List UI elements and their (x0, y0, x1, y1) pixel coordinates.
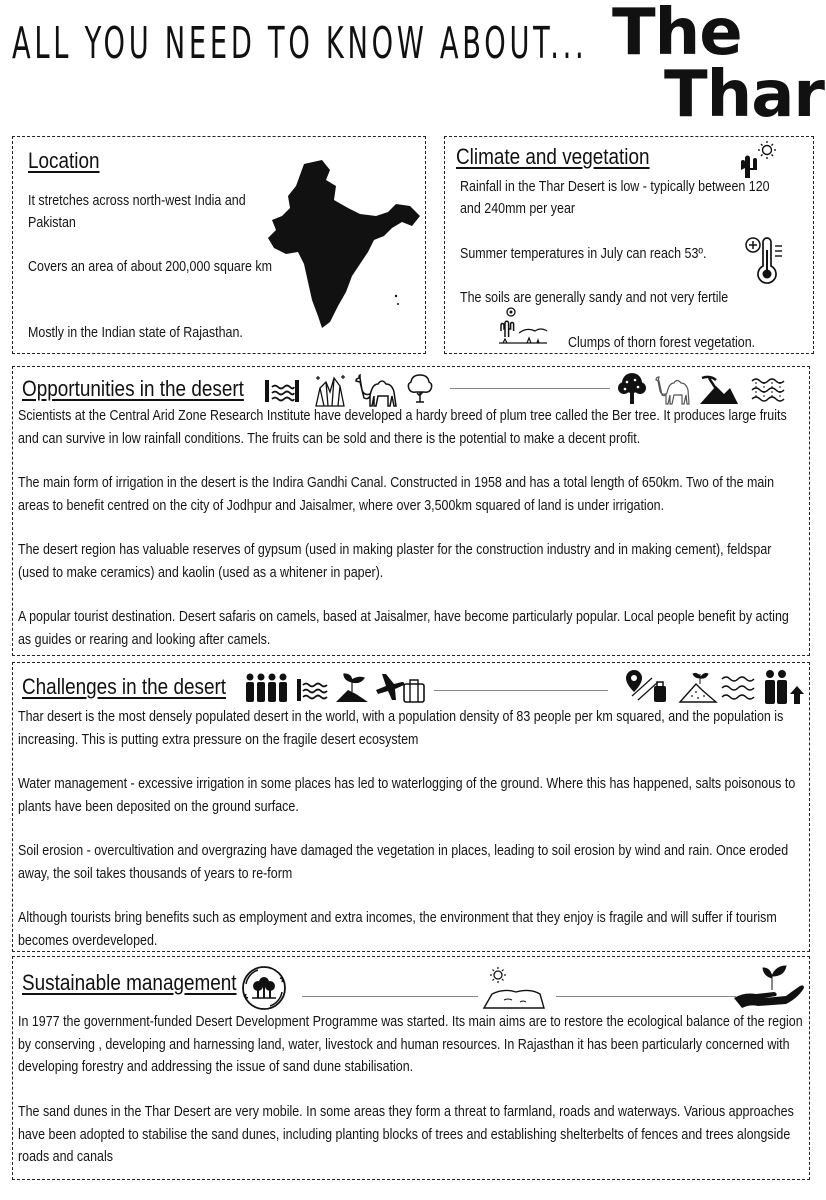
tree-icon (406, 372, 434, 404)
hand-plant-icon (732, 962, 804, 1008)
climate-heading: Climate and vegetation (456, 144, 650, 169)
challenges-divider (434, 690, 608, 691)
challenges-paragraph-1: Thar desert is the most densely populated desert in the world, with a population density of 83 people per km squared, and the population is increasing. This is putting extra pressure on the fragile desert ecosystem (18, 709, 784, 748)
page-title-thar: Thar (664, 58, 824, 132)
desert-vegetation-icon (497, 305, 549, 349)
tree-filled-icon (616, 372, 648, 406)
mining-icon (698, 374, 740, 406)
camel-outline-icon (654, 372, 694, 406)
challenges-paragraph-2: Water management - excessive irrigation in some places has led to waterlogging of the ground. Where this has happened, salts poisonous to plants have been deposited on the ground surface. (18, 776, 796, 815)
challenges-paragraph-4: Although tourists bring benefits such as employment and extra incomes, the environment that they enjoy is fragile and will suffer if tourism becomes overdeveloped. (18, 910, 777, 949)
opportunities-divider (450, 388, 610, 389)
sustainable-paragraph-1: In 1977 the government-funded Desert Development Programme was started. Its main aims are to restore the ecological balance of the region by conserving , developing and harnessing land, water, livestock and human resources. In Rajasthan it has been particularly concerned with developing forestry and addressing the issue of sand dune stabilisation. (18, 1014, 803, 1075)
seedling-icon (334, 670, 370, 704)
population-icon (244, 672, 288, 704)
tourism-icon (374, 672, 426, 704)
thermometer-icon (744, 236, 786, 286)
challenges-paragraph-3: Soil erosion - overcultivation and overgrazing have damaged the vegetation in places, leading to soil erosion by wind and rain. Once eroded away, the soil takes thousands of years to re-form (18, 843, 789, 882)
opportunities-paragraph-1: Scientists at the Central Arid Zone Research Institute have developed a hardy breed of plum tree called the Ber tree. It produces large fruits and can survive in low rainfall conditions. The fruits can be sold and there is the potential to make a decent profit. (18, 408, 787, 447)
sustainable-trees-icon (240, 964, 288, 1012)
page-title-the: The (612, 0, 742, 70)
canal-icon (264, 378, 300, 404)
sustainable-heading: Sustainable management (22, 970, 237, 995)
climate-item-4: Clumps of thorn forest vegetation. (568, 335, 756, 351)
location-heading: Location (28, 148, 100, 173)
location-item-3: Mostly in the Indian state of Rajasthan. (28, 325, 243, 341)
waves-icon (750, 376, 786, 404)
sun-dune-icon (482, 966, 546, 1010)
sand-dune-plant-icon (678, 670, 718, 704)
location-item-2: Covers an area of about 200,000 square km (28, 259, 273, 275)
india-map-icon (264, 156, 424, 336)
opportunities-paragraph-2: The main form of irrigation in the desert is the Indira Gandhi Canal. Constructed in 1958 and has a total length of 650km. Two of the main areas to benefit centred on the city of Jodhpur and Jaisalmer, where over 3,500km squared of land is under irrigation. (18, 475, 775, 514)
page-title-prefix: ALL YOU NEED TO KNOW ABOUT... (12, 18, 588, 69)
sustainable-divider-right (556, 996, 736, 997)
challenges-heading: Challenges in the desert (22, 674, 227, 699)
opportunities-paragraph-4: A popular tourist destination. Desert safaris on camels, based at Jaisalmer, have become particularly popular. Local people benefit by acting as guides or rearing and looking after camels. (18, 609, 789, 648)
climate-item-2: Summer temperatures in July can reach 53º. (460, 246, 707, 262)
sustainable-paragraph-2: The sand dunes in the Thar Desert are very mobile. In some areas they form a threat to farmland, roads and waterways. Various approaches have been adopted to stabilise the sand dunes, including planting blocks of trees and establishing shelterbelts of fences and trees alongside roads and canals (18, 1104, 794, 1165)
location-item-1: It stretches across north-west India and Pakistan (28, 193, 246, 231)
climate-item-1: Rainfall in the Thar Desert is low - typically between 120 and 240mm per year (460, 179, 770, 217)
cactus-sun-icon (736, 140, 780, 180)
opportunities-heading: Opportunities in the desert (22, 376, 244, 401)
location-luggage-icon (624, 668, 668, 706)
minerals-icon (312, 372, 348, 408)
opportunities-paragraph-3: The desert region has valuable reserves of gypsum (used in making plaster for the construction industry and in making cement), feldspar (used to make ceramics) and kaolin (used as a whitener in paper). (18, 542, 772, 581)
population-growth-icon (762, 668, 806, 706)
canal-icon-2 (296, 678, 328, 702)
waves-icon-2 (720, 674, 756, 702)
climate-item-3: The soils are generally sandy and not very fertile (460, 290, 729, 306)
sustainable-divider-left (302, 996, 478, 997)
